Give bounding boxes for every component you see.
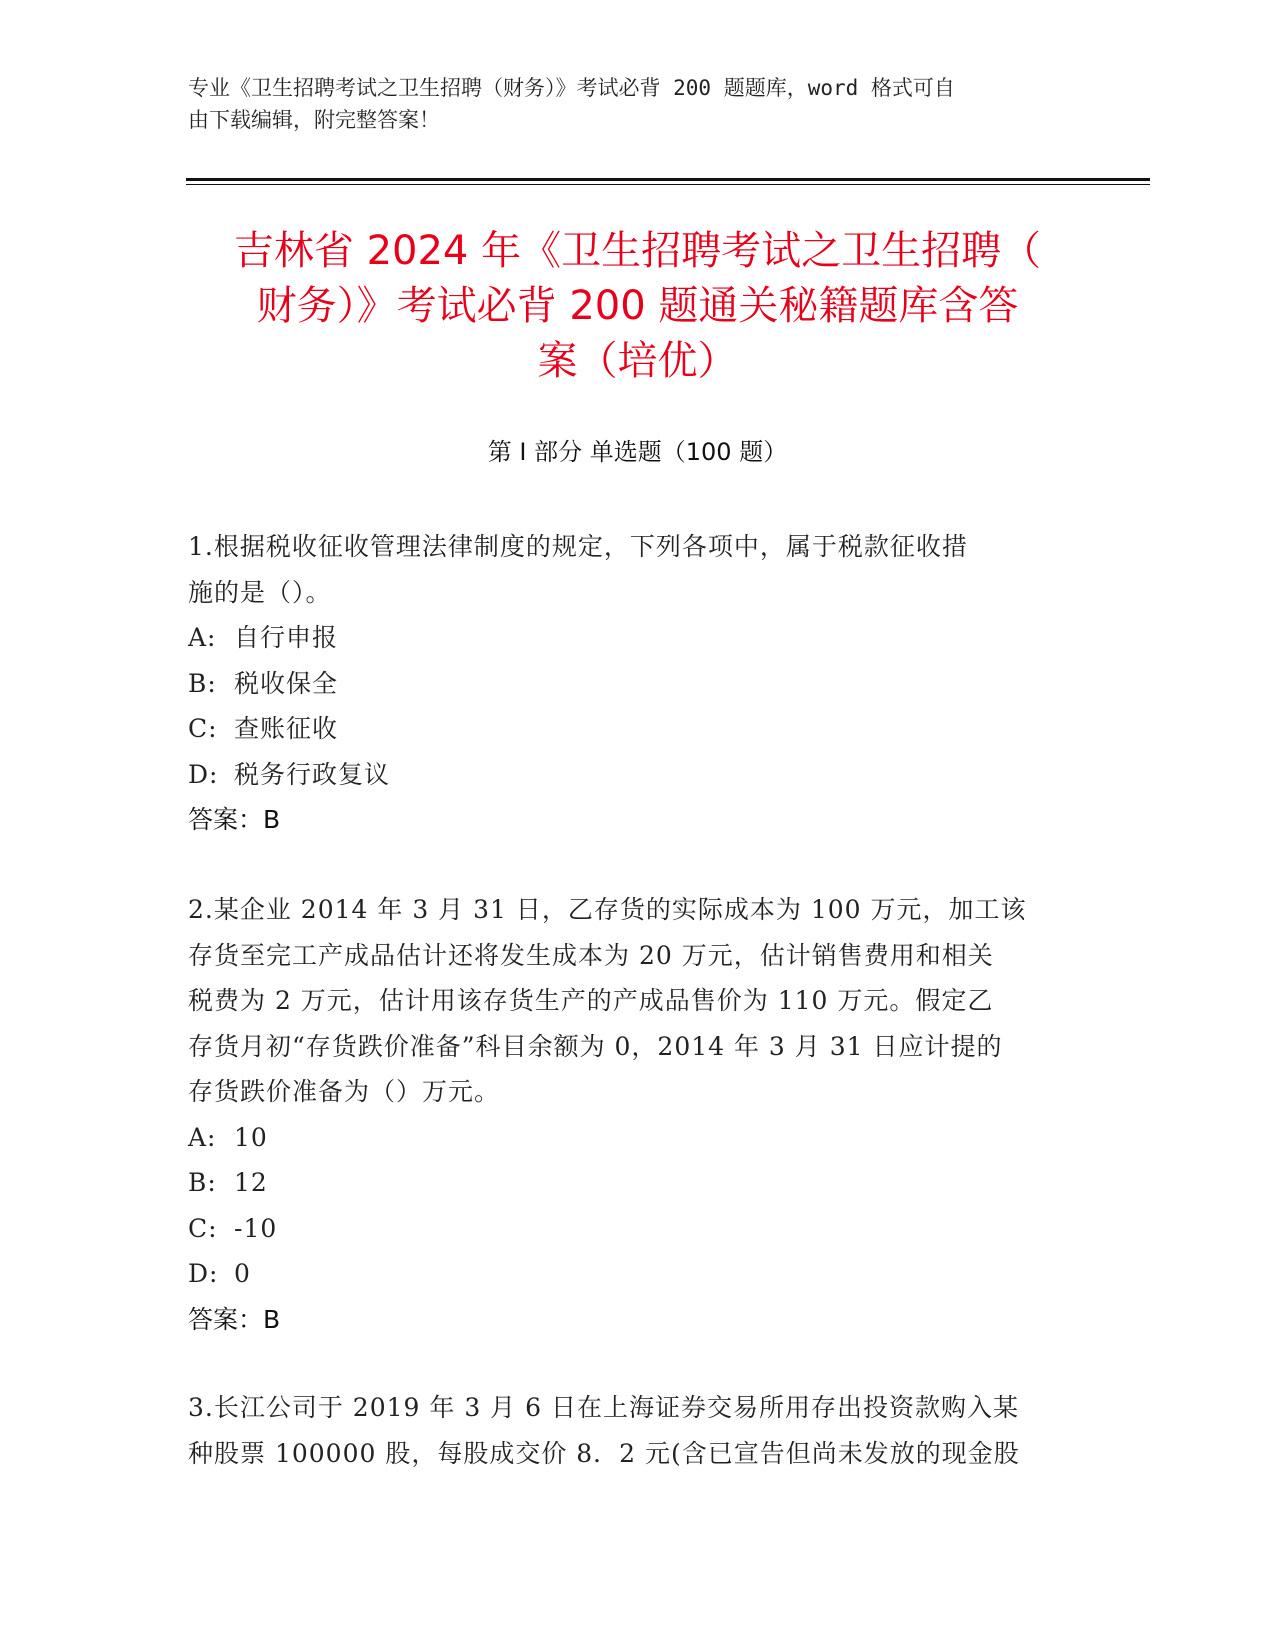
option-c [188,706,1068,752]
option-text: 查账征收 [234,714,339,743]
question-3 [188,1385,1068,1476]
header-note [188,72,1068,136]
option-c [188,1206,1068,1252]
stem-line: 税费为 2 万元，估计用该存货生产的产成品售价为 110 万元。假定乙 [188,986,994,1015]
question-stem [188,1385,1068,1476]
option-text: 10 [234,1122,268,1152]
option-text: 自行申报 [234,623,339,652]
option-a [188,1115,1068,1161]
option-b [188,1160,1068,1206]
option-label: B: [188,668,217,698]
option-b [188,661,1068,707]
stem-line: 存货跌价准备为（）万元。 [188,1077,501,1106]
stem-line: 1.根据税收征收管理法律制度的规定，下列各项中，属于税款征收措 [188,532,968,561]
stem-line: 2.某企业 2014 年 3 月 31 日，乙存货的实际成本为 100 万元，加工该 [188,895,1027,924]
title-line: 财务）》考试必背 200 题通关秘籍题库含答 [256,283,1019,329]
option-label: C: [188,714,218,743]
header-note-line: 由下载编辑，附完整答案！ [188,108,440,132]
header-note-line: 专业《卫生招聘考试之卫生招聘（财务）》考试必背 200 题题库，word 格式可自 [188,76,955,100]
option-a [188,615,1068,661]
title-line: 吉林省 2024 年《卫生招聘考试之卫生招聘（ [233,228,1042,274]
option-label: A: [188,1122,217,1152]
title-line: 案（培优） [537,338,738,384]
question-1 [188,524,1068,843]
question-stem [188,524,1068,615]
option-label: C: [188,1213,218,1243]
option-label: D: [188,759,219,789]
option-text: 税收保全 [234,668,339,698]
option-d [188,1251,1068,1297]
stem-line: 3.长江公司于 2019 年 3 月 6 日在上海证券交易所用存出投资款购入某 [188,1393,1019,1422]
stem-line: 存货月初“存货跌价准备”科目余额为 0，2014 年 3 月 31 日应计提的 [188,1031,1003,1061]
option-text: -10 [234,1213,278,1243]
option-label: D: [188,1259,219,1288]
option-label: B: [188,1168,217,1197]
option-text: 税务行政复议 [234,759,391,789]
answer-line: 答案：B [188,1304,281,1334]
document-title [150,224,1125,389]
question-2 [188,887,1068,1342]
header-rule-thick [186,178,1150,181]
stem-line: 种股票 100000 股，每股成交价 8．2 元(含已宣告但尚未发放的现金股 [188,1438,1020,1468]
section-heading: 第 I 部分 单选题（100 题） [487,438,788,466]
header-rule-thin [186,184,1150,185]
stem-line: 存货至完工产成品估计还将发生成本为 20 万元，估计销售费用和相关 [188,940,994,970]
question-stem [188,887,1068,1115]
stem-line: 施的是（）。 [188,577,332,607]
option-text: 12 [234,1168,268,1197]
option-text: 0 [234,1259,251,1288]
option-d [188,752,1068,798]
answer-line: 答案：B [188,805,281,834]
option-label: A: [188,623,217,652]
